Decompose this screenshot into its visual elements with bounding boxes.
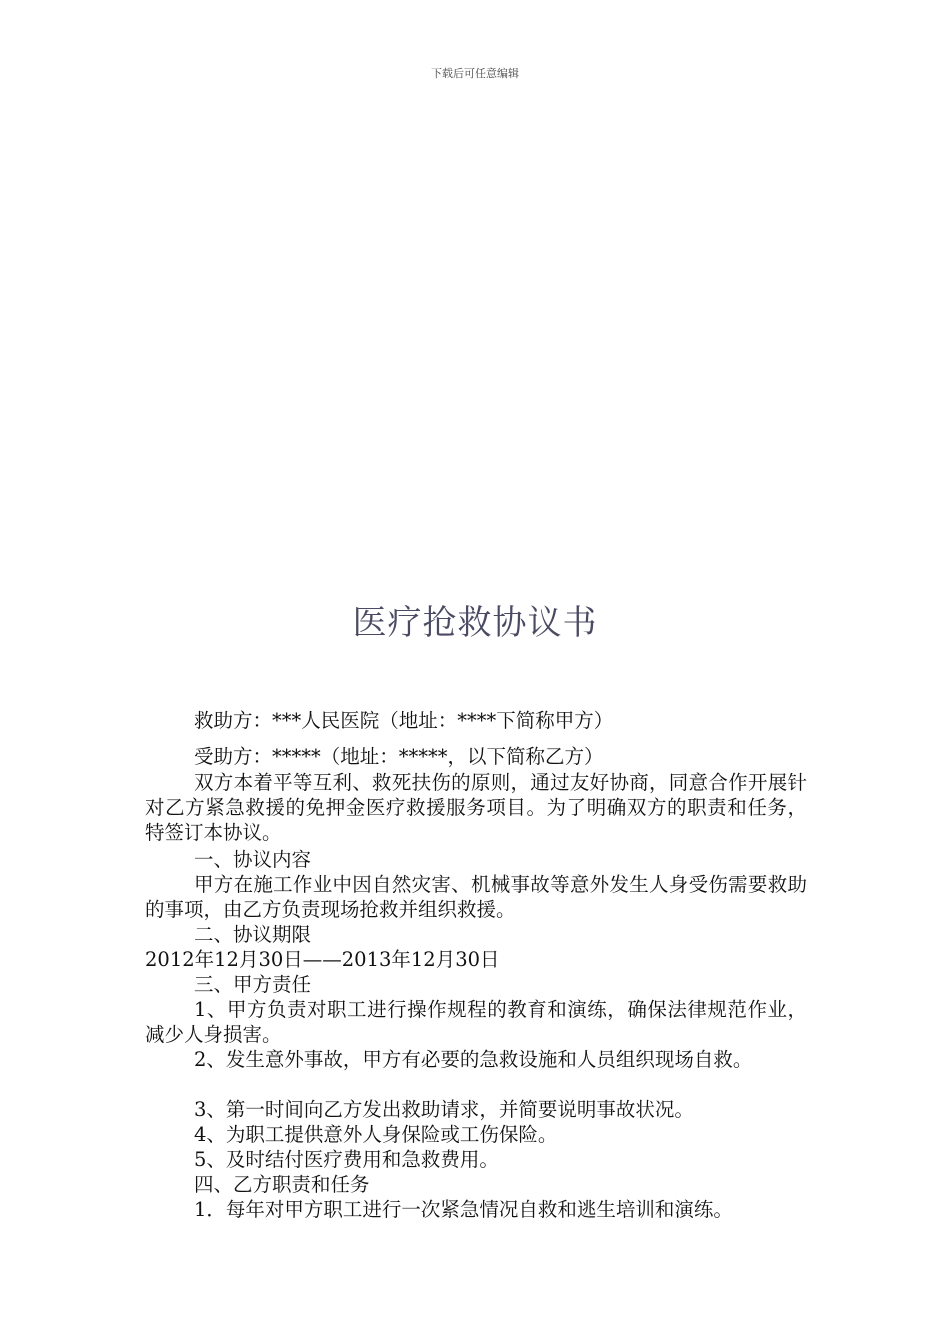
section-3-item-1: 1、甲方负责对职工进行操作规程的教育和演练，确保法律规范作业，减少人身损害。 xyxy=(145,998,807,1046)
document-title: 医疗抢救协议书 xyxy=(352,603,598,643)
section-3-item-5: 5、及时结付医疗费用和急救费用。 xyxy=(194,1148,499,1171)
section-3-item-3: 3、第一时间向乙方发出救助请求，并简要说明事故状况。 xyxy=(194,1098,694,1121)
page-header-note: 下载后可任意编辑 xyxy=(431,67,519,80)
party-b-line: 受助方：*****（地址：*****，以下简称乙方） xyxy=(194,745,604,768)
section-3-item-2: 2、发生意外事故，甲方有必要的急救设施和人员组织现场自救。 xyxy=(194,1048,753,1071)
section-4-item-1: 1．每年对甲方职工进行一次紧急情况自救和逃生培训和演练。 xyxy=(194,1198,733,1221)
section-2-heading: 二、协议期限 xyxy=(194,923,312,946)
section-2-date-range: 2012年12月30日——2013年12月30日 xyxy=(145,948,500,971)
section-3-item-4: 4、为职工提供意外人身保险或工伤保险。 xyxy=(194,1123,558,1146)
party-a-line: 救助方：***人民医院（地址：****下简称甲方） xyxy=(194,709,614,732)
intro-paragraph: 双方本着平等互利、救死扶伤的原则，通过友好协商，同意合作开展针对乙方紧急救援的免押金医疗救援服务项目。为了明确双方的职责和任务，特签订本协议。 xyxy=(145,771,807,844)
section-1-paragraph: 甲方在施工作业中因自然灾害、机械事故等意外发生人身受伤需要救助的事项，由乙方负责现场抢救并组织救援。 xyxy=(145,873,807,921)
section-4-heading: 四、乙方职责和任务 xyxy=(194,1173,370,1196)
section-3-heading: 三、甲方责任 xyxy=(194,973,312,996)
section-1-heading: 一、协议内容 xyxy=(194,848,312,871)
